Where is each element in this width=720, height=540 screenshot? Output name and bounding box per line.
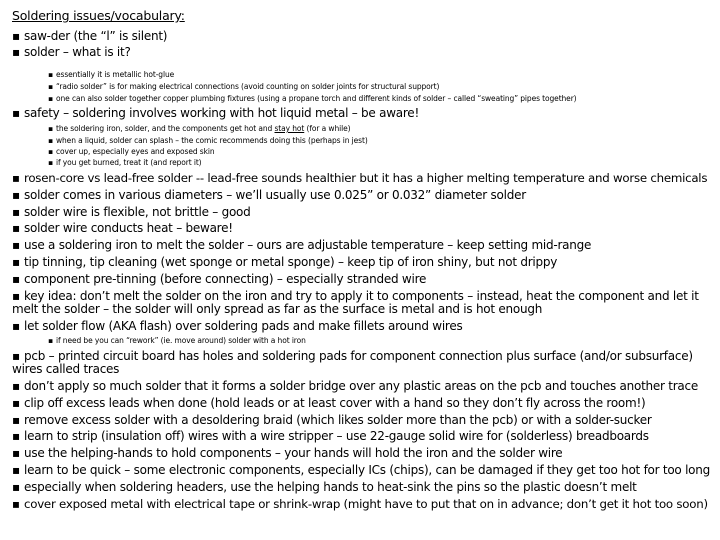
bullet-text: cover exposed metal with electrical tape or shrink-wrap (might have to put that on in advance; don’t get it hot too soon): [24, 497, 708, 511]
bullet-marker: ▪: [12, 289, 20, 303]
bullet-text: if you get burned, treat it (and report it): [56, 158, 202, 167]
sub-bullet-item: [48, 336, 306, 345]
bullet-marker: ▪: [12, 238, 20, 252]
bullet-item: [12, 349, 693, 363]
sub-bullet-item: [48, 136, 368, 145]
bullet-item: [12, 205, 251, 219]
bullet-marker: ▪: [12, 497, 20, 511]
bullet-marker: ▪: [12, 45, 20, 59]
bullet-text: especially when soldering headers, use the helping hands to heat-sink the pins so the plastic doesn’t melt: [24, 480, 637, 494]
sub-bullet-item: [48, 82, 439, 91]
bullet-text: learn to strip (insulation off) wires with a wire stripper – use 22-gauge solid wire for (solderless) breadboards: [24, 429, 649, 443]
bullet-text: “radio solder” is for making electrical connections (avoid counting on solder joints for structural support): [56, 82, 440, 91]
sub-bullet-item: [48, 94, 577, 103]
bullet-item: [12, 396, 645, 410]
bullet-item: [12, 289, 699, 303]
bullet-text: pcb – printed circuit board has holes and soldering pads for component connection plus surface (and/or subsurface): [24, 349, 693, 363]
bullet-text: let solder flow (AKA flash) over soldering pads and make fillets around wires: [24, 319, 463, 333]
bullet-marker: ▪: [48, 94, 53, 103]
bullet-item: [12, 221, 233, 235]
bullet-text-pre: the soldering iron, solder, and the components get hot and: [56, 124, 275, 133]
bullet-text: if need be you can “rework” (ie. move around) solder with a hot iron: [56, 336, 306, 345]
bullet-text: learn to be quick – some electronic components, especially ICs (chips), can be damaged if they get too hot for too long: [24, 463, 710, 477]
bullet-marker: ▪: [12, 171, 20, 185]
bullet-marker: ▪: [12, 221, 20, 235]
bullet-marker: ▪: [12, 29, 20, 43]
bullet-marker: ▪: [12, 413, 20, 427]
bullet-item: [12, 463, 710, 477]
bullet-continuation: melt the solder – the solder will only spread as far as the surface is metal and is hot enough: [12, 302, 543, 316]
bullet-item: [12, 429, 649, 443]
sub-bullet-item: [48, 147, 214, 156]
bullet-marker: ▪: [48, 136, 53, 145]
bullet-text: cover up, especially eyes and exposed skin: [56, 147, 215, 156]
bullet-text: saw-der (the “l” is silent): [24, 29, 168, 43]
bullet-marker: ▪: [12, 480, 20, 494]
bullet-text: tip tinning, tip cleaning (wet sponge or metal sponge) – keep tip of iron shiny, but not drippy: [24, 255, 558, 269]
bullet-text: solder wire is flexible, not brittle – good: [24, 205, 251, 219]
bullet-item: [12, 106, 419, 120]
bullet-marker: ▪: [12, 396, 20, 410]
bullet-text: clip off excess leads when done (hold leads or at least cover with a hand so they don’t fly across the room!): [24, 396, 646, 410]
bullet-marker: ▪: [12, 205, 20, 219]
bullet-text: solder – what is it?: [24, 45, 131, 59]
bullet-item: [12, 446, 562, 460]
bullet-marker: ▪: [12, 429, 20, 443]
bullet-text: safety – soldering involves working with hot liquid metal – be aware!: [24, 106, 419, 120]
bullet-text: component pre-tinning (before connecting) – especially stranded wire: [24, 272, 427, 286]
bullet-marker: ▪: [48, 336, 53, 345]
bullet-text: essentially it is metallic hot-glue: [56, 70, 175, 79]
bullet-item: [12, 238, 591, 252]
bullet-item: [12, 255, 557, 269]
slide-title: Soldering issues/vocabulary:: [12, 8, 185, 23]
bullet-marker: ▪: [12, 255, 20, 269]
bullet-marker: ▪: [12, 446, 20, 460]
sub-bullet-item: [48, 158, 202, 167]
bullet-marker: ▪: [12, 106, 20, 120]
bullet-text: rosen-core vs lead-free solder -- lead-free sounds healthier but it has a higher melting temperature and worse chemicals: [24, 171, 708, 185]
bullet-marker: ▪: [12, 188, 20, 202]
bullet-item: [12, 29, 167, 43]
bullet-marker: ▪: [48, 70, 53, 79]
bullet-marker: ▪: [12, 272, 20, 286]
bullet-item: [12, 413, 652, 427]
bullet-marker: ▪: [48, 158, 53, 167]
bullet-text: use the helping-hands to hold components – your hands will hold the iron and the solder wire: [24, 446, 563, 460]
bullet-item: [12, 319, 462, 333]
bullet-text: remove excess solder with a desoldering braid (which likes solder more than the pcb) or with a solder-sucker: [24, 413, 652, 427]
bullet-marker: ▪: [12, 463, 20, 477]
bullet-text: solder comes in various diameters – we’ll usually use 0.025” or 0.032” diameter solder: [24, 188, 526, 202]
bullet-item: [12, 272, 426, 286]
sub-bullet-item: [48, 124, 350, 133]
bullet-continuation: wires called traces: [12, 362, 120, 376]
bullet-text: one can also solder together copper plumbing fixtures (using a propane torch and different kinds of solder – called “sweating” pipes together): [56, 94, 577, 103]
bullet-marker: ▪: [48, 147, 53, 156]
bullet-item: [12, 45, 131, 59]
bullet-text: solder wire conducts heat – beware!: [24, 221, 233, 235]
bullet-marker: ▪: [12, 379, 20, 393]
bullet-text-post: (for a while): [304, 124, 351, 133]
bullet-item: [12, 171, 707, 185]
bullet-item: [12, 480, 637, 494]
bullet-text-underlined: stay hot: [274, 124, 305, 133]
bullet-item: [12, 188, 526, 202]
bullet-text: key idea: don’t melt the solder on the iron and try to apply it to components – instead, heat the component and let it: [24, 289, 699, 303]
bullet-item: [12, 497, 708, 511]
bullet-text: when a liquid, solder can splash – the comic recommends doing this (perhaps in jest): [56, 136, 368, 145]
bullet-item: [12, 379, 698, 393]
bullet-marker: ▪: [48, 82, 53, 91]
sub-bullet-item: [48, 70, 174, 79]
bullet-marker: ▪: [48, 124, 53, 133]
bullet-text: use a soldering iron to melt the solder – ours are adjustable temperature – keep setting mid-range: [24, 238, 592, 252]
bullet-marker: ▪: [12, 319, 20, 333]
bullet-text: don’t apply so much solder that it forms a solder bridge over any plastic areas on the pcb and touches another trace: [24, 379, 698, 393]
bullet-marker: ▪: [12, 349, 20, 363]
